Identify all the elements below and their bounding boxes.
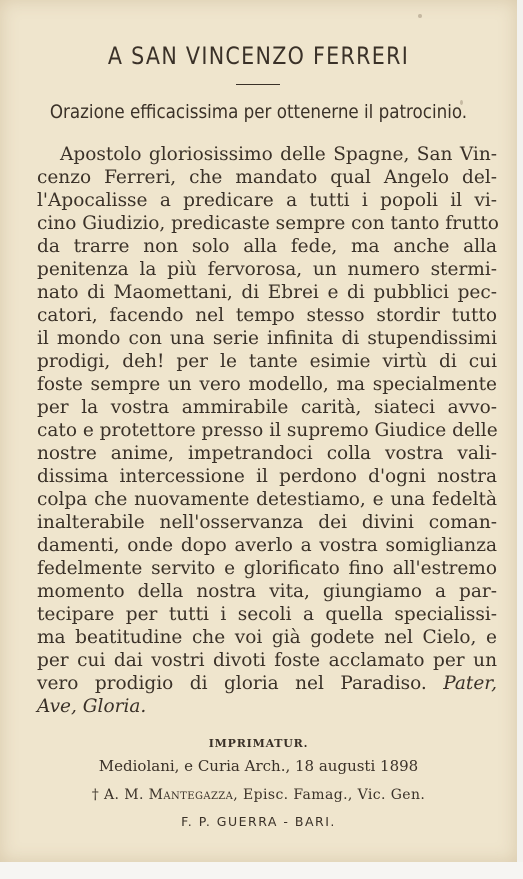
prayer-line: momento della nostra vita, giungiamo a par-: [37, 581, 497, 602]
prayer-line: inalterabile nell'osservanza dei divini coman-: [37, 512, 497, 533]
scan-margin: [0, 862, 523, 879]
prayer-line: fedelmente servito e glorificato fino all'estremo: [37, 558, 497, 579]
prayer-line: catori, facendo nel tempo stesso stordir tutto: [37, 305, 497, 326]
paper-speck: [460, 100, 463, 105]
approval-date: Mediolani, e Curia Arch., 18 augusti 1898: [98, 757, 419, 775]
prayer-line: damenti, onde dopo averlo a vostra somiglianza: [37, 535, 497, 556]
cross-icon: †: [91, 787, 100, 803]
prayer-line-with-pater: [37, 672, 497, 695]
prayer-line: foste sempre un vero modello, ma specialmente: [37, 374, 497, 395]
printer-imprint: F. P. GUERRA - BARI.: [181, 814, 336, 829]
prayer-line: cino Giudizio, predicaste sempre con tanto frutto: [37, 213, 499, 234]
card-title: A SAN VINCENZO FERRERI: [107, 42, 410, 70]
prayer-line: nostre anime, impetrandoci colla vostra vali-: [37, 443, 497, 464]
prayer-line: vero prodigio di gloria nel Paradiso.: [37, 673, 427, 694]
prayer-line: l'Apocalisse a predicare a tutti i popoli il vi-: [37, 190, 497, 211]
prayer-line: per la vostra ammirabile carità, siateci avvo-: [37, 397, 497, 418]
imprimatur: IMPRIMATUR.: [208, 737, 309, 750]
closing-pater: Pater,: [443, 673, 497, 694]
prayer-line: prodigi, deh! per le tante esimie virtù di cui: [37, 351, 497, 372]
prayer-line: cenzo Ferreri, che mandato qual Angelo del-: [37, 167, 497, 188]
prayer-line: tecipare per tutti i secoli a quella specialissi-: [37, 604, 497, 625]
title-divider: [236, 84, 280, 85]
prayer-line: colpa che nuovamente detestiamo, e una fedeltà: [37, 489, 497, 510]
bishop-titles: Episc. Famag., Vic. Gen.: [243, 787, 426, 803]
closing-prayers: Ave, Gloria.: [37, 696, 147, 717]
card-subtitle: Orazione efficacissima per ottenerne il patrocinio.: [49, 101, 468, 123]
paper-speck: [418, 14, 422, 18]
prayer-line: penitenza la più fervorosa, un numero stermi-: [37, 259, 497, 280]
prayer-line: nato di Maomettani, di Ebrei e di pubblici pec-: [37, 282, 497, 303]
prayer-line: il mondo con una serie infinita di stupendissimi: [37, 328, 497, 349]
bishop-initials: A. M.: [104, 787, 144, 803]
prayer-line: da trarre non solo alla fede, ma anche alla: [37, 236, 497, 257]
prayer-line: per cui dai vostri divoti foste acclamato per un: [37, 650, 497, 671]
prayer-line: dissima intercessione il perdono d'ogni nostra: [37, 466, 497, 487]
bishop-signature: [0, 787, 517, 803]
prayer-line: ma beatitudine che voi già godete nel Cielo, e: [37, 627, 497, 648]
prayer-line: cato e protettore presso il supremo Giudice delle: [37, 420, 498, 441]
prayer-line: Apostolo gloriosissimo delle Spagne, San Vin-: [60, 144, 497, 165]
bishop-name: Mantegazza,: [148, 787, 239, 803]
